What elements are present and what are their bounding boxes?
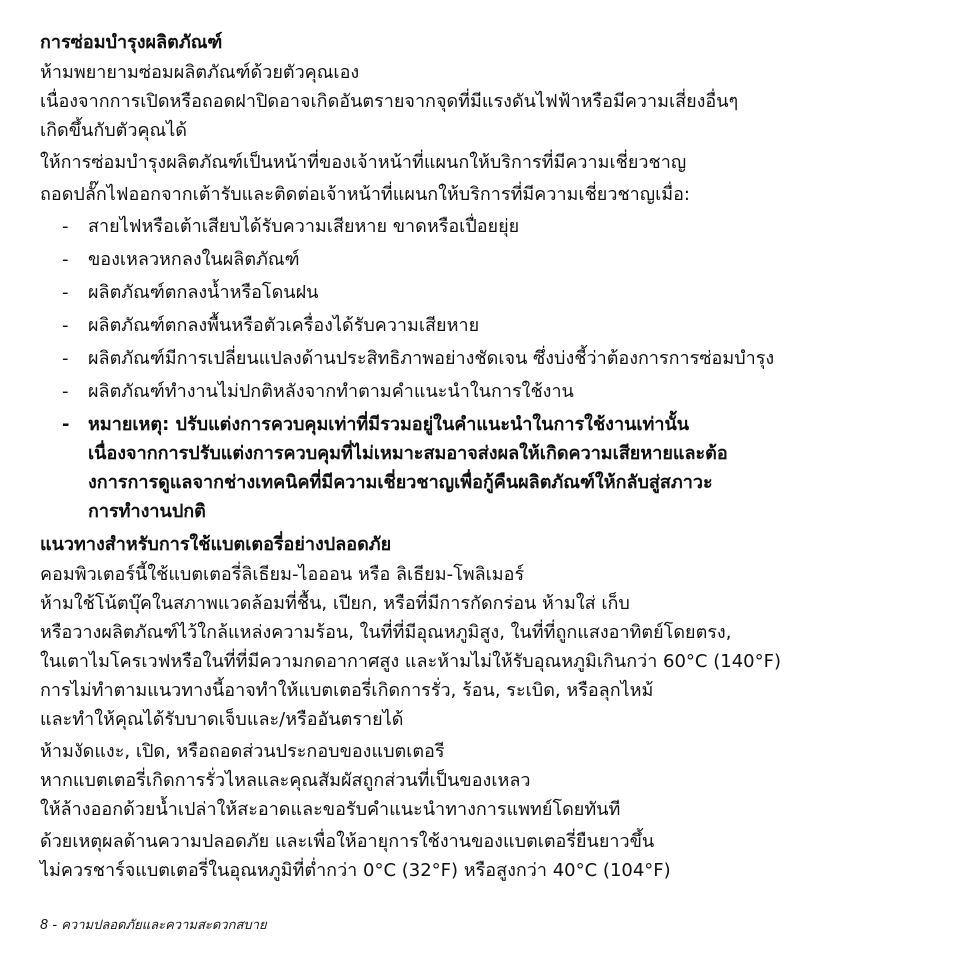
bullet-dash: -	[62, 315, 69, 336]
list-item-text: ผลิตภัณฑ์ทำงานไม่ปกติหลังจากทำตามคำแนะนำในการใช้งาน	[88, 381, 574, 402]
list-item	[40, 344, 920, 373]
list-item	[40, 212, 920, 241]
section-heading-battery-safety: แนวทางสำหรับการใช้แบตเตอรี่อย่างปลอดภัย	[40, 534, 392, 555]
list-item	[40, 311, 920, 340]
note-line: การทำงานปกติ	[88, 501, 206, 522]
text-line: ไม่ควรชาร์จแบตเตอรี่ในอุณหภูมิที่ต่ำกว่า 0°C (32°F) หรือสูงกว่า 40°C (104°F)	[40, 860, 671, 881]
text-line: ด้วยเหตุผลด้านความปลอดภัย และเพื่อให้อายุการใช้งานของแบตเตอรี่ยืนยาวขึ้น	[40, 831, 655, 852]
note-line: เนื่องจากการปรับแต่งการควบคุมที่ไม่เหมาะสมอาจส่งผลให้เกิดความเสียหายและต้อ	[88, 443, 728, 464]
list-item-text: ของเหลวหกลงในผลิตภัณฑ์	[88, 249, 300, 270]
text-line: คอมพิวเตอร์นี้ใช้แบตเตอรี่ลิเธียม-ไอออน หรือ ลิเธียม-โพลิเมอร์	[40, 564, 525, 585]
note-list-item	[40, 410, 920, 526]
battery-leak-paragraph	[40, 737, 920, 824]
text-line: ห้ามงัดแงะ, เปิด, หรือถอดส่วนประกอบของแบตเตอรี	[40, 741, 445, 762]
battery-charging-paragraph	[40, 827, 920, 885]
bullet-dash: -	[62, 282, 69, 303]
text-line: และทำให้คุณได้รับบาดเจ็บและ/หรืออันตรายได้	[40, 709, 404, 730]
text-line: เนื่องจากการเปิดหรือถอดฝาปิดอาจเกิดอันตรายจากจุดที่มีแรงดันไฟฟ้าหรือมีความเสี่ยงอื่นๆ	[40, 91, 739, 112]
bullet-dash: -	[62, 249, 69, 270]
text-line: หากแบตเตอรี่เกิดการรั่วไหลและคุณสัมผัสถูกส่วนที่เป็นของเหลว	[40, 770, 531, 791]
battery-usage-paragraph	[40, 560, 920, 734]
battery-safety-section	[40, 532, 920, 885]
bullet-dash: -	[62, 216, 69, 237]
document-page	[40, 30, 920, 888]
text-line: การไม่ทำตามแนวทางนี้อาจทำให้แบตเตอรี่เกิดการรั่ว, ร้อน, ระเบิด, หรือลุกไหม้	[40, 680, 654, 701]
bullet-dash: -	[62, 381, 69, 402]
text-line: ห้ามใช้โน้ตบุ๊คในสภาพแวดล้อมที่ชื้น, เปียก, หรือที่มีการกัดกร่อน ห้ามใส่ เก็บ	[40, 593, 630, 614]
repair-warning-paragraph	[40, 58, 920, 145]
repair-conditions-list	[40, 212, 920, 526]
text-line: เกิดขึ้นกับตัวคุณได้	[40, 120, 187, 141]
bullet-dash: -	[62, 414, 70, 435]
text-line: ห้ามพยายามซ่อมผลิตภัณฑ์ด้วยตัวคุณเอง	[40, 62, 360, 83]
list-item	[40, 377, 920, 406]
list-item-text: ผลิตภัณฑ์ตกลงพื้นหรือตัวเครื่องได้รับความเสียหาย	[88, 315, 480, 336]
text-line: หรือวางผลิตภัณฑ์ไว้ใกล้แหล่งความร้อน, ในที่ที่มีอุณหภูมิสูง, ในที่ที่ถูกแสงอาทิตย์โดยตรง,	[40, 622, 732, 643]
text-line: ในเตาไมโครเวฟหรือในที่ที่มีความกดอากาศสูง และห้ามไม่ให้รับอุณหภูมิเกินกว่า 60°C (140°F)	[40, 651, 781, 672]
note-line: งการการดูแลจากช่างเทคนิคที่มีความเชี่ยวชาญเพื่อกู้คืนผลิตภัณฑ์ให้กลับสู่สภาวะ	[88, 472, 713, 493]
repair-service-paragraph: ให้การซ่อมบำรุงผลิตภัณฑ์เป็นหน้าที่ของเจ้าหน้าที่แผนกให้บริการที่มีความเชี่ยวชาญ	[40, 152, 687, 173]
note-line: หมายเหตุ: ปรับแต่งการควบคุมเท่าที่มีรวมอยู่ในคำแนะนำในการใช้งานเท่านั้น	[88, 414, 690, 435]
bullet-dash: -	[62, 348, 69, 369]
list-item-text: ผลิตภัณฑ์ตกลงน้ำหรือโดนฝน	[88, 282, 319, 303]
unplug-instruction-paragraph: ถอดปลั๊กไฟออกจากเต้ารับและติดต่อเจ้าหน้าที่แผนกให้บริการที่มีความเชี่ยวชาญเมื่อ:	[40, 184, 690, 205]
list-item-text: สายไฟหรือเต้าเสียบได้รับความเสียหาย ขาดหรือเปื่อยยุ่ย	[88, 216, 520, 237]
list-item	[40, 278, 920, 307]
page-footer: 8 - ความปลอดภัยและความสะดวกสบาย	[40, 918, 267, 933]
list-item	[40, 245, 920, 274]
list-item-text: ผลิตภัณฑ์มีการเปลี่ยนแปลงด้านประสิทธิภาพอย่างชัดเจน ซึ่งบ่งชี้ว่าต้องการการซ่อมบำรุง	[88, 348, 775, 369]
section-heading-product-repair: การซ่อมบำรุงผลิตภัณฑ์	[40, 32, 223, 53]
text-line: ให้ล้างออกด้วยน้ำเปล่าให้สะอาดและขอรับคำแนะนำทางการแพทย์โดยทันที	[40, 799, 621, 820]
